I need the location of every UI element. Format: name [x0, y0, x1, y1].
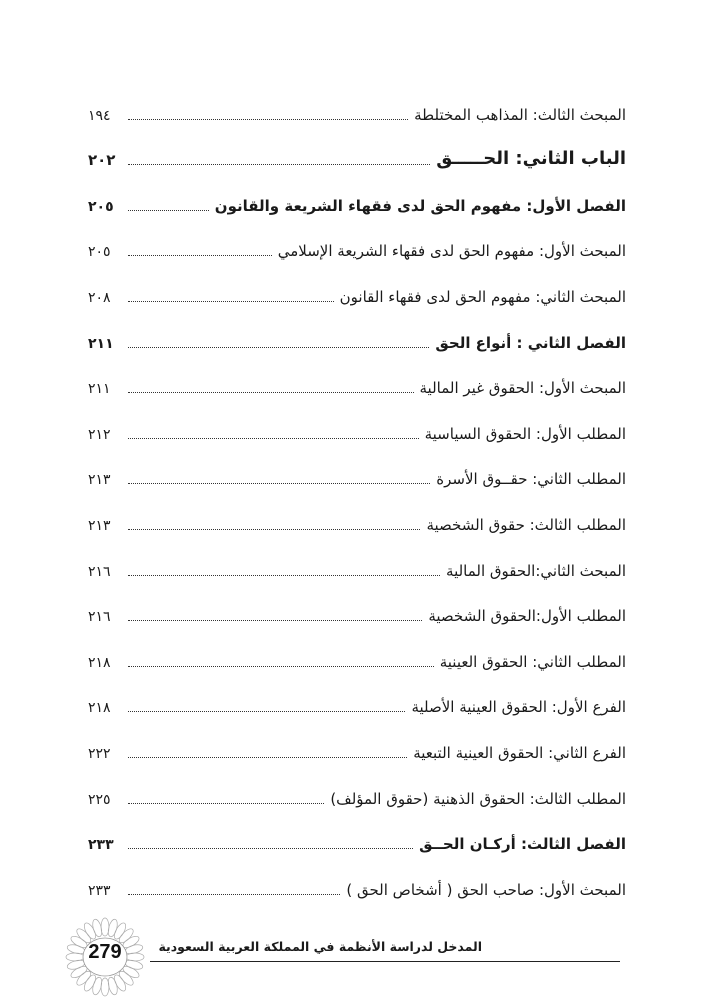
dot-leader — [128, 665, 434, 667]
dot-leader — [128, 300, 334, 302]
toc-entry-title: الفصل الثاني : أنواع الحق — [435, 333, 626, 352]
toc-entry — [88, 582, 626, 628]
dot-leader — [128, 209, 209, 211]
toc-entry-title: المبحث الأول: مفهوم الحق لدى فقهاء الشريعة الإسلامي — [277, 242, 626, 261]
dot-leader — [128, 528, 420, 530]
toc-entry — [88, 764, 626, 810]
dot-leader — [128, 574, 440, 576]
page-number: 279 — [88, 941, 122, 963]
footer-book-title: المدخل لدراسة الأنظمة في المملكة العربية السعودية — [158, 939, 482, 954]
dot-leader — [128, 482, 430, 484]
dot-leader — [128, 619, 422, 621]
toc-entry — [88, 217, 626, 263]
toc-entry-page: ١٩٤ — [88, 107, 111, 124]
toc-entry — [88, 308, 626, 354]
toc-entry — [88, 399, 626, 445]
toc-entry — [88, 80, 626, 126]
toc-entry-title: المطلب الأول: الحقوق السياسية — [424, 424, 626, 443]
toc-entry — [88, 855, 626, 901]
toc-entry-title: المبحث الثالث: المذاهب المختلطة — [414, 105, 626, 124]
toc-entry — [88, 445, 626, 491]
toc-entry — [88, 673, 626, 719]
dot-leader — [128, 802, 324, 804]
page-footer — [0, 915, 708, 1000]
toc-entry-title: المطلب الثالث: الحقوق الذهنية (حقوق المؤلف) — [330, 789, 626, 808]
dot-leader — [128, 254, 272, 256]
toc-entry — [88, 126, 626, 172]
toc-entry-page: ٢١٦ — [88, 563, 111, 580]
toc-entry-page: ٢٠٨ — [88, 289, 111, 306]
toc-entry-page: ٢٢٢ — [88, 745, 111, 762]
toc-entry-title: المبحث الأول: الحقوق غير المالية — [419, 379, 626, 398]
toc-entry-page: ٢١٨ — [88, 700, 111, 717]
footer-rule — [150, 961, 620, 962]
toc-entry-title: الفرع الأول: الحقوق العينية الأصلية — [411, 698, 626, 717]
dot-leader — [128, 756, 407, 758]
toc-entry-page: ٢١٨ — [88, 654, 111, 671]
toc-entry — [88, 354, 626, 400]
toc-entry — [88, 490, 626, 536]
toc-entry-page: ٢٠٥ — [88, 244, 111, 261]
toc-entry-page: ٢٣٣ — [88, 882, 111, 899]
dot-leader — [128, 346, 429, 348]
toc-entry-title: المطلب الثاني: حقــوق الأسرة — [436, 470, 626, 489]
dot-leader — [128, 710, 405, 712]
toc-entry — [88, 171, 626, 217]
toc-entry-title: المبحث الثاني: مفهوم الحق لدى فقهاء القانون — [339, 287, 626, 306]
toc-entry-title: المطلب الثالث: حقوق الشخصية — [426, 515, 626, 534]
toc-entry-page: ٢٠٥ — [88, 198, 114, 215]
toc-entry-title: الفصل الأول: مفهوم الحق لدى فقهاء الشريعة والقانون — [214, 196, 626, 215]
toc-entry-page: ٢١٣ — [88, 517, 111, 534]
dot-leader — [128, 893, 340, 895]
toc-entry-page: ٢١٣ — [88, 472, 111, 489]
toc-entry-page: ٢١١ — [88, 381, 111, 398]
toc-entry-title: الفرع الثاني: الحقوق العينية التبعية — [413, 743, 626, 762]
toc-entry-title: المطلب الأول:الحقوق الشخصية — [428, 607, 626, 626]
toc-entry-page: ٢١١ — [88, 335, 114, 352]
toc-entry-page: ٢٣٣ — [88, 837, 114, 854]
dot-leader — [128, 118, 408, 120]
toc-entry-title: المبحث الثاني:الحقوق المالية — [446, 561, 626, 580]
dot-leader — [128, 847, 413, 849]
dot-leader — [128, 437, 419, 439]
toc-entry-page: ٢٠٢ — [88, 151, 116, 170]
toc-entry — [88, 627, 626, 673]
toc-entry-page: ٢٢٥ — [88, 791, 111, 808]
toc-entry-title: المطلب الثاني: الحقوق العينية — [439, 652, 626, 671]
toc-entry-title: المبحث الأول: صاحب الحق ( أشخاص الحق ) — [346, 880, 626, 899]
toc-entry-page: ٢١٢ — [88, 426, 111, 443]
toc-entry — [88, 718, 626, 764]
dot-leader — [128, 163, 430, 165]
toc-entry-title: الفصل الثالث: أركـان الحــق — [419, 835, 626, 854]
toc-entry — [88, 536, 626, 582]
toc-entry-title: الباب الثاني: الحـــــق — [436, 148, 626, 170]
table-of-contents — [88, 80, 626, 901]
toc-entry — [88, 810, 626, 856]
toc-entry-page: ٢١٦ — [88, 609, 111, 626]
dot-leader — [128, 391, 414, 393]
toc-entry — [88, 262, 626, 308]
